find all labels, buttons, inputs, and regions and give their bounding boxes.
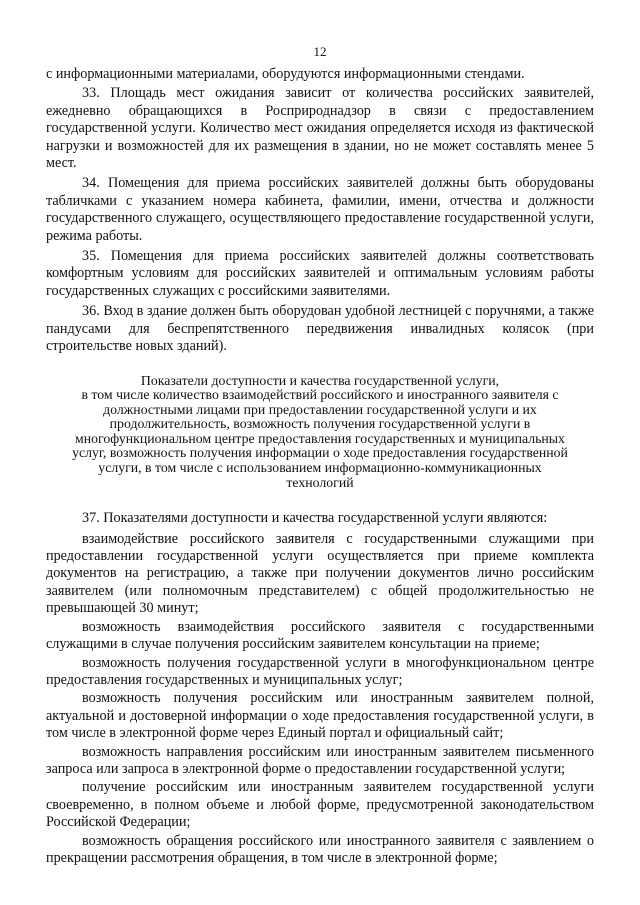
heading-line: продолжительность, возможность получения государственной услуги в [109,416,531,432]
list-item: получение российским или иностранным заявителем государственной услуги своевременно, в полном объеме и любой форме, предусмотренной законодательством Российской Федерации; [46,779,594,831]
heading-line: многофункциональном центре предоставления государственных и муниципальных [75,430,565,446]
heading-line: Показатели доступности и качества государственной услуги, [140,372,500,388]
paragraph-34: 34. Помещения для приема российских заявителей должны быть оборудованы табличками с указанием номера кабинета, фамилии, имени, отчества и должности государственного служащего, осуществляющего предоставление государственной услуги, режима работы. [46,175,594,244]
paragraph-37: 37. Показателями доступности и качества государственной услуги являются: [82,510,548,527]
list-item: возможность получения государственной услуги в многофункциональном центре предоставления государственных и муниципальных услуг; [46,654,594,688]
list-item: возможность взаимодействия российского заявителя с государственными служащими в случае получения российским заявителем консультации на приеме; [46,618,594,653]
document-body [46,66,594,868]
list-item: возможность обращения российского или иностранного заявителя с заявлением о прекращении рассмотрения обращения, в том числе в электронной форме; [46,832,594,866]
list-item: взаимодействие российского заявителя с государственными служащими при предоставлении государственной услуги осуществляется при приеме комплекта документов на регистрацию, а также при получении документов лично российским заявителем (или полномочным представителем) с общей продолжительностью не превышающей 30 минут; [46,530,594,617]
paragraph-35: 35. Помещения для приема российских заявителей должны соответствовать комфортным условиям для российских заявителей и оптимальным условиям работы государственных служащих с российскими заявителями. [46,248,594,299]
paragraph-continuation: с информационными материалами, оборудуются информационными стендами. [46,66,525,82]
paragraph-33: 33. Площадь мест ожидания зависит от количества российских заявителей, ежедневно обращающихся в Росприроднадзор в связи с предоставлением государственной услуги. Количество мест ожидания определяется исходя из фактической нагрузки и возможностей для их размещения в здании, но не может составлять менее 5 мест. [46,85,594,172]
section-heading [46,374,594,491]
heading-line: технологий [286,474,354,490]
heading-line: в том числе количество взаимодействий российского и иностранного заявителя с [81,387,559,403]
list-item: возможность направления российским или иностранным заявителем письменного запроса или запроса в электронной форме о предоставлении государственной услуги; [46,743,594,777]
list-item: возможность получения российским или иностранным заявителем полной, актуальной и достоверной информации о ходе предоставления государственной услуги, в том числе в электронной форме через Единый портал и официальный сайт; [46,690,594,742]
paragraph-36: 36. Вход в здание должен быть оборудован удобной лестницей с поручнями, а также пандусами для беспрепятственного передвижения инвалидных колясок (при строительстве новых зданий). [46,303,594,355]
heading-line: услуги, в том числе с использованием информационно-коммуникационных [98,460,542,476]
heading-line: должностными лицами при предоставлении государственной услуги и их [103,401,537,417]
heading-line: услуг, возможность получения информации о ходе предоставления государственной [72,445,568,461]
page-number: 12 [313,44,327,59]
